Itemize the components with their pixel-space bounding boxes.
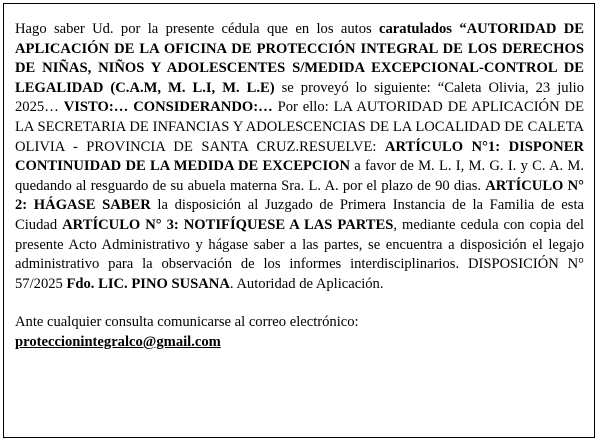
notice-box [3,3,595,438]
visto-considerando: VISTO:… CONSIDERANDO:… [63,99,273,116]
article-3-heading: ARTÍCULO N° 3: NOTIFÍQUESE A LAS PARTES [62,216,394,233]
decree-intro: se proveyó lo siguiente: “Caleta Olivia, 23 julio 2025… [15,79,584,116]
authority-text: Por ello: LA AUTORIDAD DE APLICACIÓN DE LA SECRETARIA DE INFANCIAS Y ADOLESCENCIAS DE LA LOCALIDAD DE CALETA OLIVIA - PROVINCIA DE SANTA CRUZ.RESUELVE: [15,99,584,155]
article-3-text: , mediante cedula con copia del presente Acto Administrativo y hágase saber a las partes, se encuentra a disposición el legajo administrativo para la observación de los informes interdisciplinarios. DISPOSICIÓN N° 57/2025 [15,216,584,292]
article-2-text: la disposición al Juzgado de Primera Instancia de la Familia de esta Ciudad [15,197,584,233]
case-title: “AUTORIDAD DE APLICACIÓN DE LA OFICINA DE PROTECCIÓN INTEGRAL DE LOS DERECHOS DE NIÑAS, NIÑOS Y ADOLESCENTES S/MEDIDA EXCEPCIONAL-CONTROL DE LEGALIDAD (C.A.M, M. L.I, M. L.E) [15,21,584,96]
article-1-heading: ARTÍCULO N°1: DISPONER CONTINUIDAD DE LA MEDIDA DE EXCEPCION [15,138,584,175]
contact-email-link[interactable]: proteccionintegralco@gmail.com [15,333,221,350]
closing-text: . Autoridad de Aplicación. [229,275,384,292]
contact-label: Ante cualquier consulta comunicarse al correo electrónico: [15,314,359,331]
caratulados-label: caratulados [379,21,452,37]
notice-paragraph [15,20,584,294]
intro-text: Hago saber Ud. por la presente cédula que en los autos [15,21,380,37]
signature: Fdo. LIC. PINO SUSANA [66,275,230,292]
article-2-heading: ARTÍCULO N° 2: HÁGASE SABER [15,177,584,214]
article-1-text: a favor de M. L. I, M. G. I. y C. A. M. quedando al resguardo de su abuela materna Sra. L. A. por el plazo de 90 dias. [15,158,584,194]
